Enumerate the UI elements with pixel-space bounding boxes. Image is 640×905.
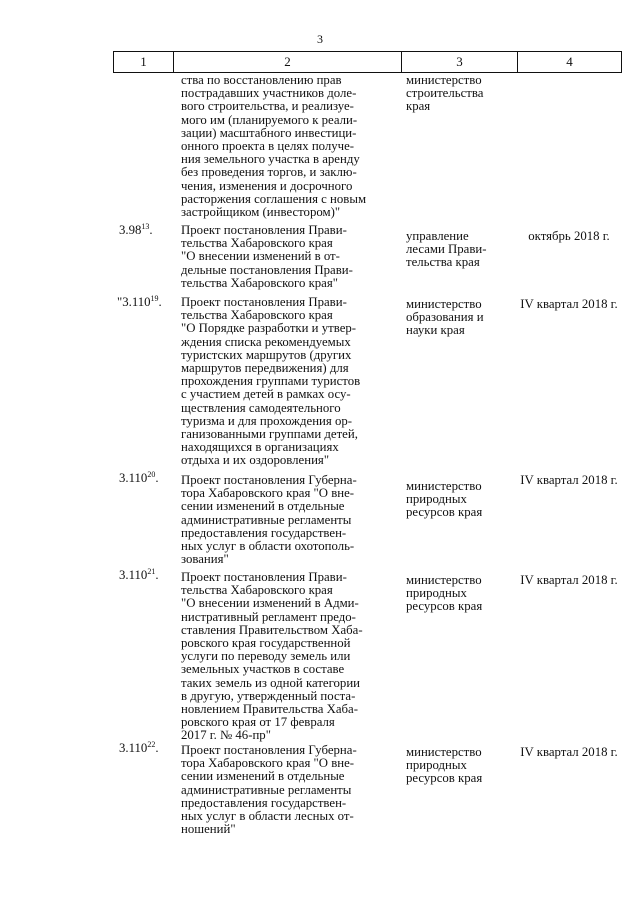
row-number-main: 3.98 (119, 223, 142, 237)
row-number-main: 3.110 (119, 568, 148, 582)
row-period: октябрь 2018 г. (528, 229, 610, 243)
row-executor: министерство природных ресурсов края (406, 573, 483, 614)
row-number-superscript: 20 (147, 470, 156, 479)
row-text: Проект постановления Прави- тельства Хабаровского края "О Порядке разработки и утвер- ждения списка рекомендуемых туристских маршрутов (других маршрутов передвижения) для прохождения группами туристов с участием детей в рамках осу- ществления самодеятельного туризма и для прохождения ор- ганизованными группами детей, находящихся в организациях отдыха и их оздоровления" (181, 295, 361, 468)
row-number-main: 3.110 (119, 471, 148, 485)
row-number-superscript: 21 (147, 567, 156, 576)
row-executor: управление лесами Прави- тельства края (406, 229, 487, 270)
row-number (119, 224, 153, 237)
row-period: IV квартал 2018 г. (520, 573, 618, 587)
row-text: Проект постановления Губерна- тора Хабаровского края "О вне- сении изменений в отдельные административные регламенты предоставления государствен- ных услуг в области лесных от- ношений" (181, 743, 357, 837)
row-text: Проект постановления Прави- тельства Хабаровского края "О внесении изменений в Адми- нистративный регламент предо- ставления Правительством Хаба- ровского края государственной услуги по переводу земель или земельных участков в составе таких земель из одной категории в другую, утвержденный поста- новлением Правительства Хаба- ровского края от 17 февраля 2017 г. № 46-пр" (181, 570, 363, 743)
row-number-suffix: . (158, 295, 162, 309)
row-number (119, 742, 159, 755)
column-header-1: 1 (113, 51, 174, 73)
row-number-suffix: . (155, 741, 159, 755)
row-text: Проект постановления Губерна- тора Хабаровского края "О внe- сении изменений в отдельные административные регламенты предоставления государствен- ных услуг в области охотополь- зования" (181, 473, 357, 567)
row-executor: министерство природных ресурсов края (406, 479, 483, 520)
row-number-superscript: 19 (150, 294, 159, 303)
column-header-3: 3 (401, 51, 518, 73)
row-text: Проект постановления Прави- тельства Хабаровского края "О внесении изменений в от- дельные постановления Прави- тельства Хабаровского края" (181, 223, 353, 290)
row-executor: министерство природных ресурсов края (406, 745, 483, 786)
column-header-4: 4 (517, 51, 622, 73)
row-number (119, 569, 159, 582)
row-number-main: "3.110 (117, 295, 151, 309)
continued-row-executor: министерство строительства края (406, 73, 484, 114)
row-period: IV квартал 2018 г. (520, 297, 618, 311)
row-number (117, 296, 162, 309)
row-executor: министерство образования и науки края (406, 297, 484, 338)
row-number-suffix: . (155, 568, 159, 582)
row-number-suffix: . (155, 471, 159, 485)
row-number-superscript: 13 (141, 222, 150, 231)
row-period: IV квартал 2018 г. (520, 745, 618, 759)
continued-row-text: ства по восстановлению прав пострадавших участников доле- вого строительства, и реализуе- мого им (планируемого к реали- зации) масштабного инвестици- онного проекта в целях получе- ния земельного участка в аренду без проведения торгов, и заклю- чения, изменения и досрочного расторжения соглашения с новым застройщиком (инвестором)" (181, 73, 367, 220)
row-period: IV квартал 2018 г. (520, 473, 618, 487)
row-number (119, 472, 159, 485)
row-number-suffix: . (149, 223, 153, 237)
row-number-main: 3.110 (119, 741, 148, 755)
page-number: 3 (317, 32, 323, 46)
column-header-2: 2 (173, 51, 402, 73)
row-number-superscript: 22 (147, 740, 156, 749)
